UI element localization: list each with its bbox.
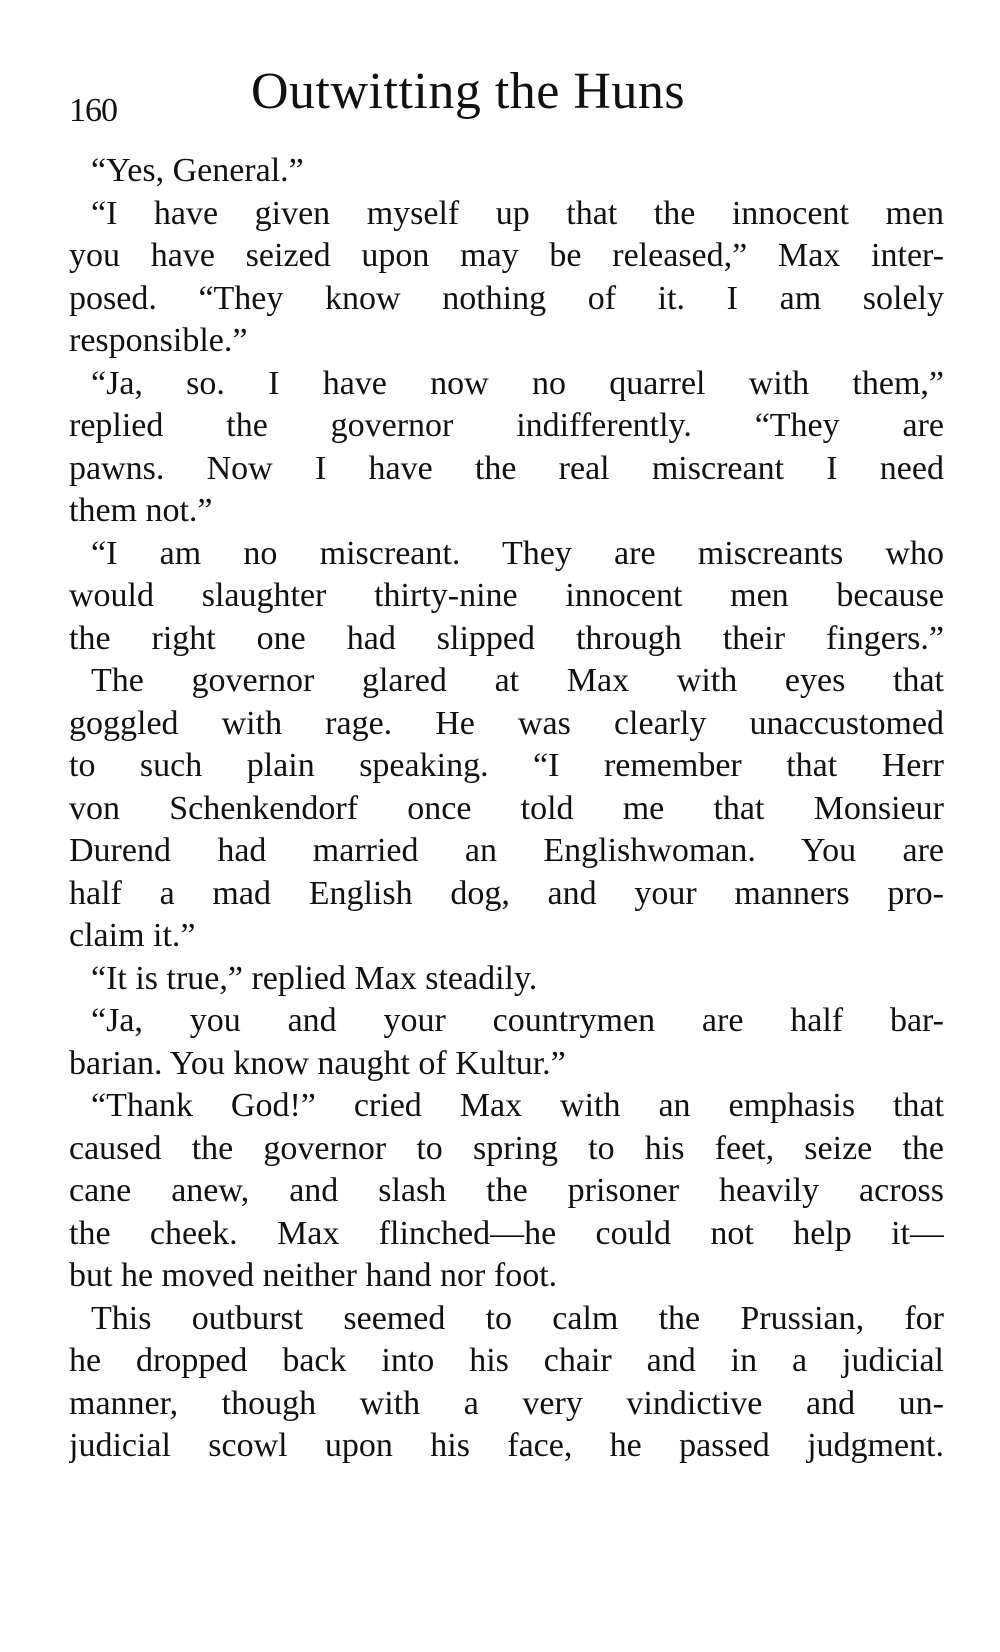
text-line: “Ja, so. I have now no quarrel with them,” (91, 364, 944, 402)
text-line: This outburst seemed to calm the Prussian, for (91, 1299, 944, 1337)
page-number: 160 (69, 92, 117, 129)
text-line: “I have given myself up that the innocent men (91, 194, 944, 232)
text-line: the cheek. Max flinched—he could not help it— (69, 1214, 944, 1252)
text-line: “I am no miscreant. They are miscreants who (91, 534, 944, 572)
page-header (69, 62, 939, 142)
text-line: The governor glared at Max with eyes that (91, 662, 944, 699)
paragraph-1 (69, 150, 944, 193)
text-line: pawns. Now I have the real miscreant I need (69, 449, 944, 487)
text-line: cane anew, and slash the prisoner heavily across (69, 1172, 944, 1209)
paragraph-3 (69, 363, 944, 533)
paragraph-8 (69, 1085, 944, 1298)
running-title: Outwitting the Huns (251, 63, 686, 120)
text-line: “It is true,” replied Max steadily. (91, 959, 538, 997)
paragraph-7 (69, 1000, 944, 1085)
text-line: “Thank God!” cried Max with an emphasis that (91, 1087, 944, 1124)
text-line: manner, though with a very vindictive and un- (69, 1384, 944, 1422)
body-text (69, 150, 944, 1468)
text-line: claim it.” (69, 917, 196, 954)
paragraph-2 (69, 193, 944, 363)
text-line: to such plain speaking. “I remember that Herr (69, 747, 944, 784)
text-line: he dropped back into his chair and in a judicial (69, 1342, 944, 1379)
text-line: the right one had slipped through their fingers.” (69, 619, 944, 657)
text-line: caused the governor to spring to his feet, seize the (69, 1129, 944, 1167)
text-line: posed. “They know nothing of it. I am solely (69, 279, 944, 317)
paragraph-5 (69, 660, 944, 958)
paragraph-9 (69, 1298, 944, 1468)
text-line: “Yes, General.” (91, 152, 304, 189)
text-line: would slaughter thirty-nine innocent men because (69, 577, 944, 614)
text-line: you have seized upon may be released,” Max inter- (69, 237, 944, 274)
paragraph-6 (69, 958, 944, 1001)
text-line: half a mad English dog, and your manners pro- (69, 874, 944, 912)
text-line: goggled with rage. He was clearly unaccustomed (69, 704, 944, 742)
text-line: von Schenkendorf once told me that Monsieur (69, 789, 944, 827)
text-line: “Ja, you and your countrymen are half bar- (91, 1002, 944, 1039)
text-line: them not.” (69, 492, 213, 529)
text-line: Durend had married an Englishwoman. You are (69, 832, 944, 869)
text-line: responsible.” (69, 322, 248, 359)
text-line: barian. You know naught of Kultur.” (69, 1044, 566, 1082)
paragraph-4 (69, 533, 944, 661)
text-line: but he moved neither hand nor foot. (69, 1257, 558, 1294)
text-line: replied the governor indifferently. “They are (69, 407, 944, 444)
text-line: judicial scowl upon his face, he passed judgment. (69, 1427, 944, 1464)
